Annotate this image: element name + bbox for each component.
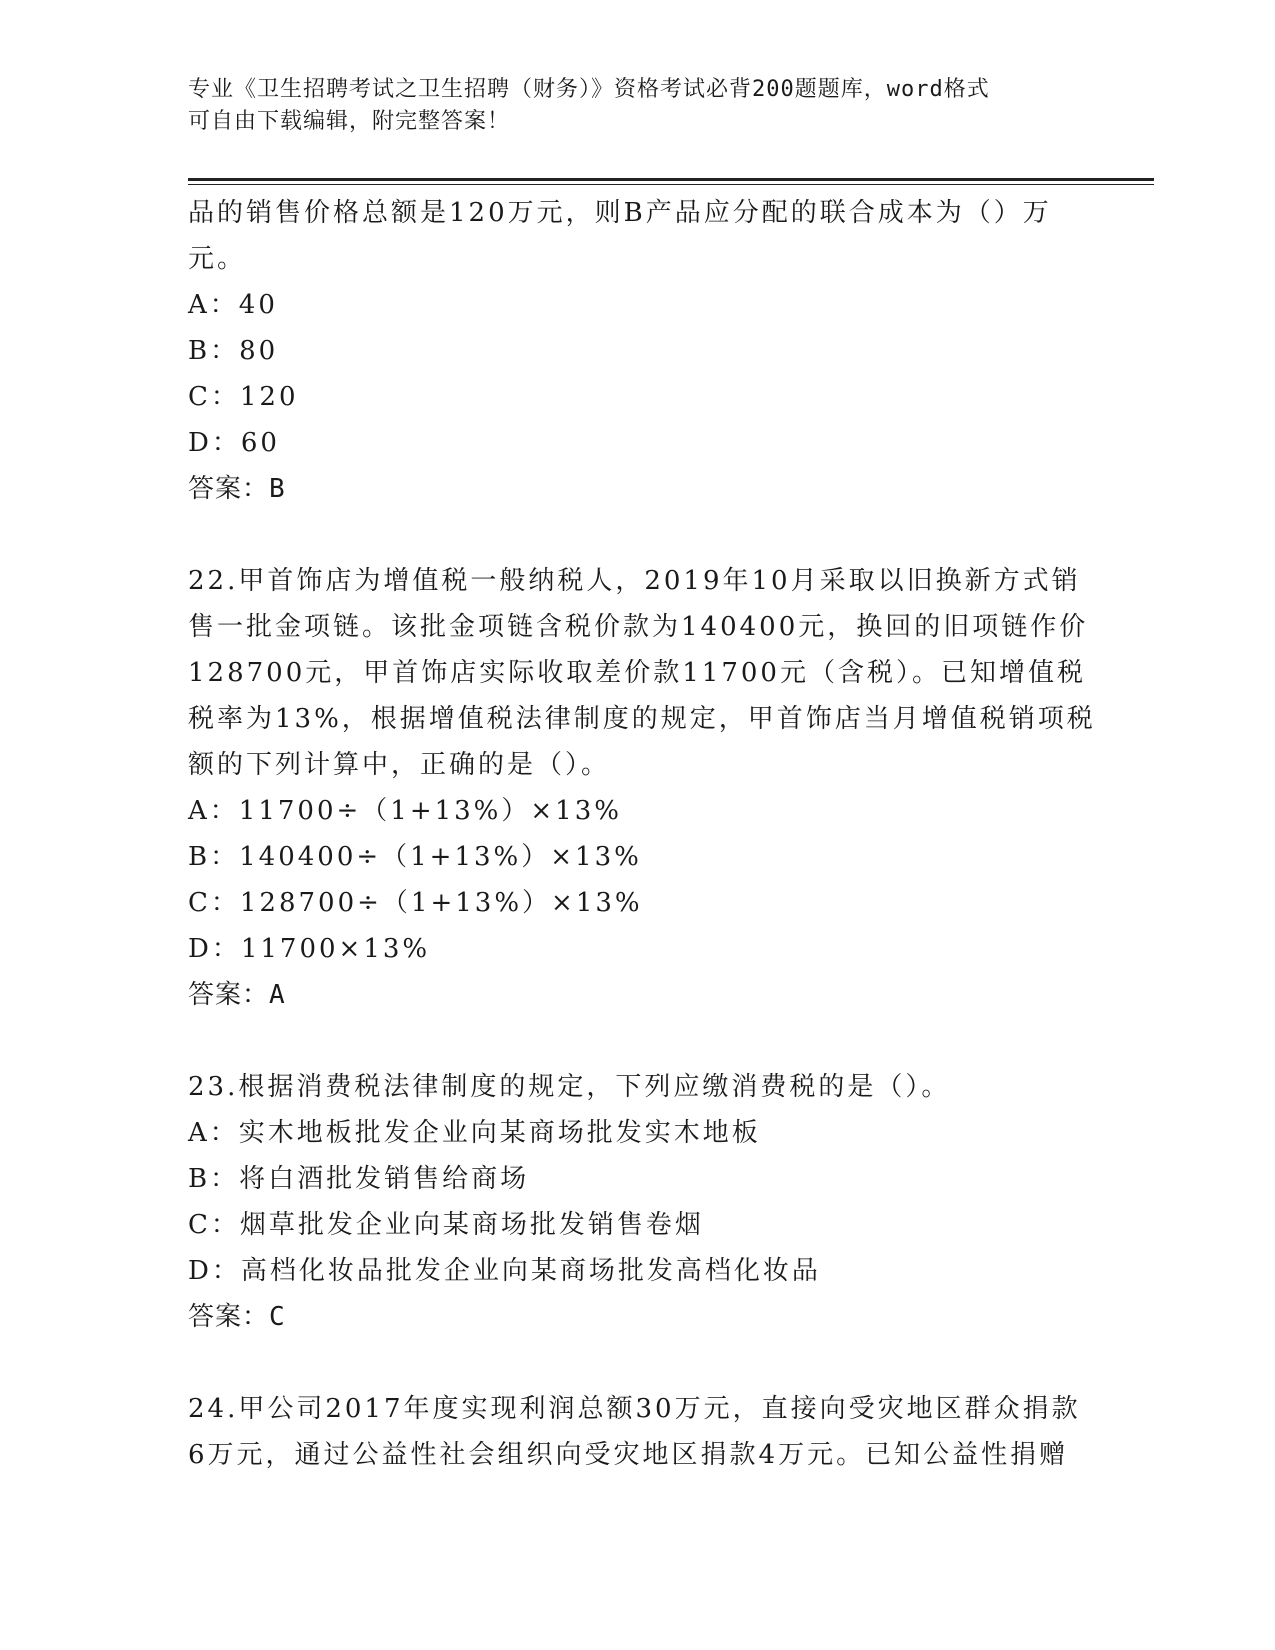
document-body xyxy=(188,190,1096,1478)
option-b: B：80 xyxy=(188,336,279,366)
question-stem-line: 22.甲首饰店为增值税一般纳税人，2019年10月采取以旧换新方式销 xyxy=(188,566,1081,596)
question-stem-line: 售一批金项链。该批金项链含税价款为140400元，换回的旧项链作价 xyxy=(188,612,1089,642)
header-rule-thick xyxy=(188,178,1154,181)
question-24 xyxy=(188,1386,1088,1478)
question-stem-line: 税率为13%，根据增值税法律制度的规定，甲首饰店当月增值税销项税 xyxy=(188,704,1096,734)
option-c: C：128700÷（1+13%）×13% xyxy=(188,888,643,918)
answer: 答案：B xyxy=(188,474,286,504)
option-b: B：140400÷（1+13%）×13% xyxy=(188,842,642,872)
answer: 答案：A xyxy=(188,980,286,1010)
question-stem-line: 23.根据消费税法律制度的规定，下列应缴消费税的是（）。 xyxy=(188,1072,951,1102)
answer: 答案：C xyxy=(188,1302,286,1332)
spacer xyxy=(188,512,1088,558)
option-a: A：实木地板批发企业向某商场批发实木地板 xyxy=(188,1118,761,1148)
question-stem-line: 128700元，甲首饰店实际收取差价款11700元（含税）。已知增值税 xyxy=(188,658,1086,688)
question-stem-line: 品的销售价格总额是120万元，则B产品应分配的联合成本为（）万 xyxy=(188,198,1052,228)
question-stem-line: 24.甲公司2017年度实现利润总额30万元，直接向受灾地区群众捐款 xyxy=(188,1394,1081,1424)
question-stem-line: 额的下列计算中，正确的是（）。 xyxy=(188,750,611,780)
document-header xyxy=(188,74,1088,138)
question-21 xyxy=(188,190,1088,512)
option-d: D：60 xyxy=(188,428,280,458)
option-a: A：40 xyxy=(188,290,278,320)
spacer xyxy=(188,1018,1088,1064)
question-stem-line: 元。 xyxy=(188,244,247,274)
header-line-1: 专业《卫生招聘考试之卫生招聘（财务）》资格考试必背200题题库，word格式 xyxy=(188,77,990,102)
header-line-2: 可自由下载编辑，附完整答案！ xyxy=(188,109,511,134)
option-d: D：高档化妆品批发企业向某商场批发高档化妆品 xyxy=(188,1256,821,1286)
spacer xyxy=(188,1340,1088,1386)
option-c: C：120 xyxy=(188,382,299,412)
header-rule-thin xyxy=(188,184,1154,185)
question-stem-line: 6万元，通过公益性社会组织向受灾地区捐款4万元。已知公益性捐赠 xyxy=(188,1440,1069,1470)
option-a: A：11700÷（1+13%）×13% xyxy=(188,796,622,826)
option-d: D：11700×13% xyxy=(188,934,431,964)
option-c: C：烟草批发企业向某商场批发销售卷烟 xyxy=(188,1210,704,1240)
option-b: B：将白酒批发销售给商场 xyxy=(188,1164,530,1194)
question-23 xyxy=(188,1064,1088,1340)
question-22 xyxy=(188,558,1096,1018)
